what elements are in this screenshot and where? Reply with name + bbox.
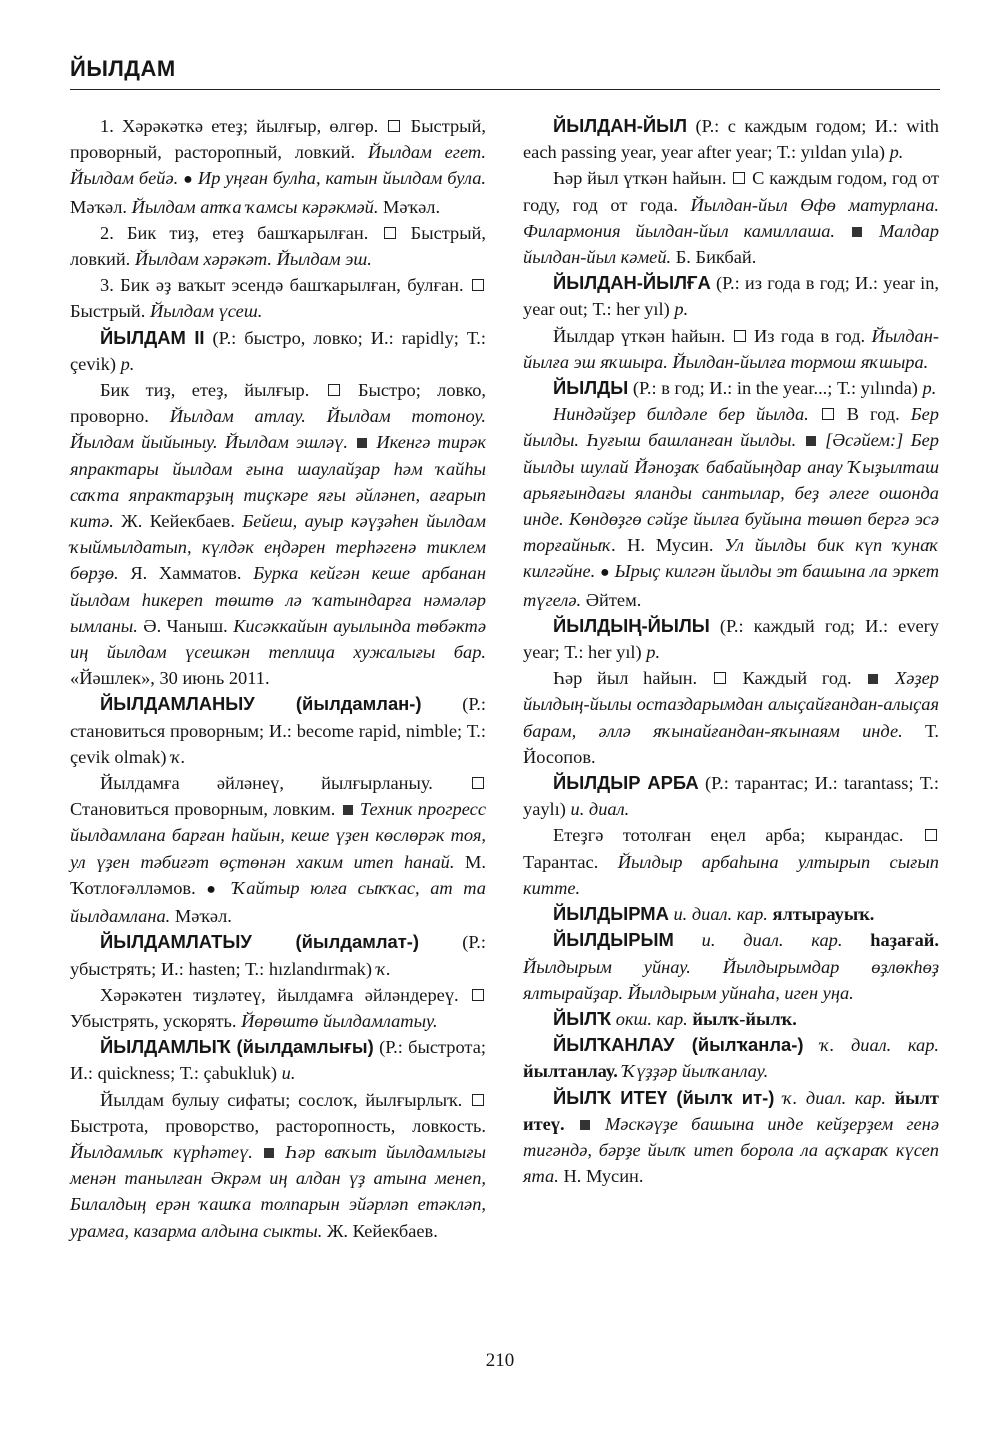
definition: Йылдар үткән һайын. xyxy=(553,325,726,346)
translation-square-icon xyxy=(822,408,834,420)
headword: ЙЫЛДЫҢ-ЙЫЛЫ xyxy=(553,614,710,636)
entry-yyldyn-yyly-head xyxy=(523,613,939,665)
gloss: Из года в год. xyxy=(754,325,866,346)
definition: Хәрәкәтен тиҙләтеү, йылдамға әйләндереү. xyxy=(100,984,459,1005)
example-1: Йылдан-йыл Өфө матурлана. Филармония йылдан-йыл камиллаша. xyxy=(523,194,939,241)
headword: ЙЫЛДЫ xyxy=(553,377,629,399)
lang-equivalents: (Р.: тарантас; И.: tarantass; Т.: yaylı) xyxy=(523,773,939,820)
example-4: Бурка кейгән кеше арбанан йылдам һикереп төштө лә ҡатындарға нәмәләр ымланы. xyxy=(70,563,486,636)
example-1: Техник прогресс йылдамлана барған һайын, кеше үҙен көслөрәк тоя, ул үҙен тәбиғәт өҫтөнән хаким итеп һанай. xyxy=(70,799,486,872)
source-2: Ж. Кейекбаев. xyxy=(121,511,235,532)
example-1: Бер йылды. Һуғыш башланған йылды. xyxy=(523,404,939,451)
citation-square-icon xyxy=(868,674,878,684)
part-of-speech: р. xyxy=(646,642,661,663)
example: Ҡүҙҙәр йылҡанлау. xyxy=(622,1061,769,1082)
headword: ЙЫЛДАМЛАТЫУ (йылдамлат-) xyxy=(100,931,419,953)
example-3: Бейеш, ауыр кәүҙәһен йылдам ҡыймылдатып, күлдәк еңдәрен терһәгенә тиклем бөрҙө. xyxy=(70,511,486,584)
gloss: Каждый год. xyxy=(742,668,852,689)
part-of-speech: ҡ. диал. кар. xyxy=(820,1035,939,1056)
part-of-speech: ҡ. xyxy=(376,958,391,979)
running-head: ЙЫЛДАМ xyxy=(70,56,176,81)
citation-square-icon xyxy=(580,1120,590,1130)
sense-2-gloss: Быстрый, ловкий. xyxy=(70,222,486,270)
entry-yyldamlyk-body xyxy=(70,1087,486,1244)
entry-yyldan-yyl-body xyxy=(523,165,939,270)
cross-reference: йылтанлау. xyxy=(523,1061,618,1082)
entry-yylk xyxy=(523,1006,939,1032)
cross-reference: йылҡ-йылҡ. xyxy=(692,1008,797,1029)
sense-1-source-2: Мәҡәл. xyxy=(70,196,127,217)
example-2: Икенгә тирәк япрактары йылдам ғына шаулайҙар һәм ҡайһы саҡта япрактарҙың тиҫкәре яғы әйләнеп, ағарып китә. xyxy=(70,432,486,532)
example-4: Ырыҫ килгән йылды эт башына ла эркет түгелә. xyxy=(523,561,939,610)
headword: ЙЫЛДАМ II xyxy=(100,326,205,348)
entry-yyldamlyk-head xyxy=(70,1034,486,1086)
lang-equivalents: (Р.: с каждым годом; И.: with each passing year, year after year; Т.: yıldan yıla) xyxy=(523,116,939,163)
cross-reference: ялтырауыҡ. xyxy=(772,904,875,925)
example: Йылдан-йылға эш яҡшыра. Йылдан-йылға тормош яҡшыра. xyxy=(523,325,939,372)
headword: ЙЫЛДЫРМА xyxy=(553,903,669,925)
example: Йөрөштө йылдамлатыу. xyxy=(241,1010,438,1031)
example: Йылдырым уйнау. Йылдырымдар өҙлөкһөҙ ялтырайҙар. Йылдырым уйнаһа, иген уңа. xyxy=(523,956,939,1003)
entry-yyldamlanyu-head xyxy=(70,691,486,770)
source-2: Мәҡәл. xyxy=(174,906,232,927)
citation-square-icon xyxy=(806,436,816,446)
entry-yyldy-head xyxy=(523,375,939,401)
translation-square-icon xyxy=(734,330,746,342)
example-1: Йылдам атлау. Йылдам тотоноу. Йылдам йыйыныу. Йылдам эшләү. xyxy=(70,406,486,453)
entry-yyldyn-yyly-body xyxy=(523,665,939,770)
source-2: Ж. Кейекбаев. xyxy=(326,1220,438,1241)
headword: ЙЫЛДЫР АРБА xyxy=(553,772,699,794)
translation-square-icon xyxy=(472,777,484,789)
citation-square-icon xyxy=(357,438,367,448)
lang-equivalents: (Р.: быстрота; И.: quickness; Т.: çabukluk) xyxy=(70,1037,486,1084)
headword: ЙЫЛҠ ИТЕҮ (йылҡ ит-) xyxy=(553,1086,775,1108)
part-of-speech: и. диал. кар. xyxy=(673,904,768,925)
sense-1-example-2: Ир уңған булһа, катын йылдам була. xyxy=(197,168,486,189)
entry-yyldyr-arba-body xyxy=(523,822,939,901)
example-3: Ул йылды бик күп ҡунаҡ килгәйне. xyxy=(523,535,939,582)
citation-square-icon xyxy=(343,805,353,815)
cross-reference: йылт итеү. xyxy=(523,1087,939,1134)
headword: ЙЫЛДАН-ЙЫЛҒА xyxy=(553,272,711,294)
lang-equivalents: (Р.: в год; И.: in the year...; Т.: yılında) xyxy=(632,378,918,399)
bullet-icon: ● xyxy=(183,171,194,189)
page-number: 210 xyxy=(485,1350,515,1371)
lang-equivalents: (Р.: убыстрять; И.: hasten; Т.: hızlandırmak) xyxy=(70,932,486,979)
right-column xyxy=(523,113,939,1189)
sense-1-def: 1. Хәрәкәткә етеҙ; йылғыр, өлгөр. xyxy=(100,116,379,136)
translation-square-icon xyxy=(472,989,484,1001)
example-2: Һәр ваҡыт йылдамлығы менән танылған Әкрәм иң алдан үҙ атына менеп, Билалдың ерән ҡашҡа толпарын эйәрләп етәкләп, урамға, казарма алдына сыкты. xyxy=(70,1141,486,1241)
gloss: Тарантас. xyxy=(523,851,599,872)
definition: Йылдам булыу сифаты; сослоҡ, йылғырлыҡ. xyxy=(100,1089,463,1110)
example: Хәҙер йылдың-йылы остаздарымдан алыҫайғандан-алыҫая барам, әллә яҡынайғандан-яҡынаям инде. xyxy=(523,668,939,741)
entry-sense-1 xyxy=(70,113,486,220)
part-of-speech: р. xyxy=(120,353,135,374)
entry-yyldamlatyu-head xyxy=(70,929,486,981)
source: Н. Мусин. xyxy=(563,1166,644,1187)
example-2: Ҡайтыр юлға сыҡҡас, ат та йылдамлана. xyxy=(70,877,486,927)
lang-equivalents: (Р.: становиться проворным; И.: become rapid, nimble; Т.: çevik olmak) xyxy=(70,694,486,767)
translation-square-icon xyxy=(384,227,396,239)
entry-yyldan-yylga-body xyxy=(523,323,939,375)
definition: Һәр йыл үткән һайын. xyxy=(553,168,727,189)
citation-square-icon xyxy=(852,227,862,237)
source-2: Б. Бикбай. xyxy=(675,247,757,268)
part-of-speech: и. диал. xyxy=(570,799,630,820)
gloss: В год. xyxy=(846,404,900,425)
example-2: [Әсәйем:] Бер йылды шулай Йәноҙаҡ бабайыңдар анау Ҡыҙылташ арьяғындағы яланды сантылар, беҙ әлеге ошонда инде. Көндөҙгө сәйҙе йылға буйына төшөп бергә эсә торғайныҡ. xyxy=(523,430,939,556)
translation-square-icon xyxy=(472,1094,484,1106)
headword: ЙЫЛДЫРЫМ xyxy=(553,929,674,951)
gloss: Быстро; ловко, проворно. xyxy=(70,380,486,427)
bullet-icon: ● xyxy=(206,880,222,898)
entry-yylk-iteu xyxy=(523,1085,939,1190)
part-of-speech: и. xyxy=(281,1063,296,1084)
translation-square-icon xyxy=(328,384,340,396)
sense-1-example-1: Йылдам егет. Йылдам бейә. xyxy=(70,142,486,189)
definition: Һәр йыл һайын. xyxy=(553,668,698,689)
bullet-icon: ● xyxy=(600,564,610,582)
entry-yyldam-2-body xyxy=(70,377,486,691)
entry-yyldam-2-head xyxy=(70,325,486,377)
headword: ЙЫЛҠ xyxy=(553,1007,612,1029)
source-4: Ә. Чаныш. xyxy=(143,615,228,636)
gloss: Быстрота, проворство, расторопность, ловкость. xyxy=(70,1115,486,1136)
example-1: Йылдамлыҡ күрһәтеү. xyxy=(70,1141,253,1162)
headword: ЙЫЛҠАНЛАУ (йылҡанла-) xyxy=(553,1034,804,1056)
gloss: Убыстрять, ускорять. xyxy=(70,1010,237,1031)
part-of-speech: р. xyxy=(674,299,689,320)
entry-yyldyrym xyxy=(523,927,939,1006)
headword: ЙЫЛДАН-ЙЫЛ xyxy=(553,115,688,136)
part-of-speech: р. xyxy=(889,142,904,163)
entry-sense-3 xyxy=(70,272,486,324)
translation-square-icon xyxy=(925,829,937,841)
headword: ЙЫЛДАМЛЫҠ (йылдамлығы) xyxy=(100,1036,374,1058)
part-of-speech: ҡ. xyxy=(171,746,186,767)
entry-sense-2 xyxy=(70,220,486,272)
example: Йылдыр арбаһына ултырып сығып китте. xyxy=(523,851,939,898)
source: Т. Йосопов. xyxy=(523,720,939,767)
cross-reference: һаҙағай. xyxy=(870,930,939,951)
entry-yyldan-yyl-head xyxy=(523,113,939,165)
lang-equivalents: (Р.: каждый год; И.: every year; Т.: her yıl) xyxy=(523,615,939,663)
lang-equivalents: (Р.: из года в год; И.: year in, year out; Т.: her yıl) xyxy=(523,273,939,320)
source-4: Әйтем. xyxy=(585,589,642,610)
lang-equivalents: (Р.: быстро, ловко; И.: rapidly; Т.: çevik) xyxy=(70,327,486,374)
entry-yyldamlanyu-body xyxy=(70,770,486,929)
source-2: Н. Мусин. xyxy=(627,535,714,556)
translation-square-icon xyxy=(388,120,400,132)
headword: ЙЫЛДАМЛАНЫУ (йылдамлан-) xyxy=(100,693,422,715)
part-of-speech: окш. кар. xyxy=(615,1008,688,1029)
definition: Бик тиҙ, етеҙ, йылғыр. xyxy=(100,380,310,401)
sense-1-gloss: Быстрый, проворный, расторопный, ловкий. xyxy=(70,116,486,163)
translation-square-icon xyxy=(733,172,745,184)
definition: Йылдамға әйләнеү, йылғырланыу. xyxy=(100,773,433,794)
gloss: С каждым годом, год от году, год от года. xyxy=(523,168,939,215)
translation-square-icon xyxy=(714,672,726,684)
sense-1-source-3: Мәҡәл. xyxy=(383,196,441,217)
entry-yyldamlatyu-body xyxy=(70,982,486,1034)
entry-yyldyr-arba-head xyxy=(523,770,939,822)
citation-square-icon xyxy=(264,1148,274,1158)
part-of-speech: ҡ. диал. кар. xyxy=(783,1087,887,1108)
left-column xyxy=(70,113,486,1244)
sense-3-def: 3. Бик әҙ ваҡыт эсендә башҡарылған, булған. xyxy=(100,275,464,296)
entry-yyldan-yylga-head xyxy=(523,270,939,322)
source-3: Я. Хамматов. xyxy=(130,563,242,584)
part-of-speech: и. диал. кар. xyxy=(701,930,843,951)
definition: Етеҙгә тотолған еңел арба; кырандас. xyxy=(553,825,904,846)
definition: Ниндәйҙер билдәле бер йылда. xyxy=(553,404,809,425)
entry-yylkanlau xyxy=(523,1032,939,1084)
source-1: М. Ҡотлоғәлләмов. xyxy=(70,851,486,898)
sense-3-gloss: Быстрый. xyxy=(70,301,146,322)
example-5: Кисәккайын ауылында төбәктә иң йылдам үсешкән теплица хужалығы бар. xyxy=(70,615,486,663)
header-rule xyxy=(70,89,940,90)
part-of-speech: р. xyxy=(922,378,937,399)
translation-square-icon xyxy=(472,279,484,291)
sense-2-example: Йылдам хәрәкәт. Йылдам эш. xyxy=(134,249,372,270)
sense-2-def: 2. Бик тиҙ, етеҙ башҡарылған. xyxy=(100,222,369,243)
example-2: Малдар йылдан-йыл кәмей. xyxy=(523,220,939,268)
gloss: Становиться проворным, ловким. xyxy=(70,799,336,820)
sense-1-example-3: Йылдам атҡа ҡамсы кәрәкмәй. xyxy=(131,196,379,217)
entry-yyldy-body xyxy=(523,401,939,613)
example: Мәскәүҙе башына инде кейҙерҙем генә тигәндә, бәрҙе йылҡ итеп борола ла аҫҡараҡ күсеп ята. xyxy=(523,1113,939,1187)
source-5: «Йәшлек», 30 июнь 2011. xyxy=(70,668,270,689)
entry-yyldyrma xyxy=(523,901,939,927)
sense-3-example: Йылдам үсеш. xyxy=(149,301,263,322)
